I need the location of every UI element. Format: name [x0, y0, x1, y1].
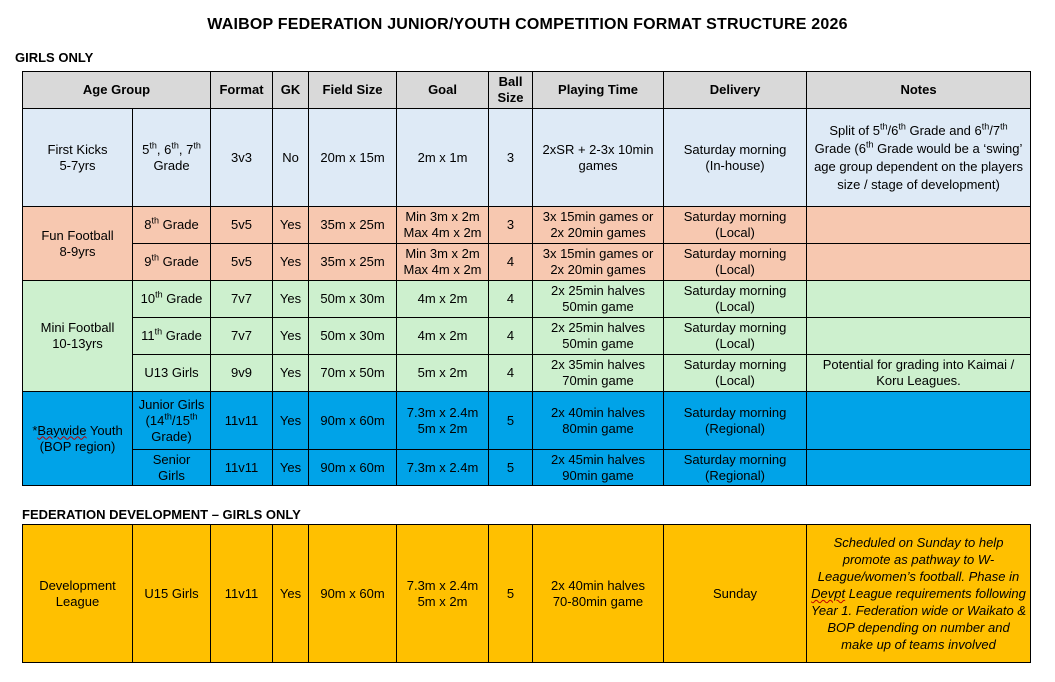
gk-cell: Yes	[273, 207, 309, 244]
section-heading-girls-only: GIRLS ONLY	[15, 50, 94, 65]
age-group-baywide-youth	[23, 392, 133, 486]
grade-number: 7	[186, 141, 194, 157]
gk-cell: Yes	[273, 244, 309, 281]
delivery-cell	[664, 109, 807, 207]
gk-cell: Yes	[273, 281, 309, 318]
age-range-label: 8-9yrs	[59, 243, 96, 259]
goal-cell: 4m x 2m	[397, 318, 489, 355]
notes-cell	[807, 450, 1031, 486]
notes-cell	[807, 392, 1031, 450]
delivery-level: (Local)	[715, 262, 755, 277]
league-label: League	[55, 593, 100, 609]
delivery-cell	[664, 281, 807, 318]
format-cell: 11v11	[211, 450, 273, 486]
format-cell: 5v5	[211, 207, 273, 244]
header-gk: GK	[273, 72, 309, 109]
header-notes: Notes	[807, 72, 1031, 109]
time-line: 50min game	[562, 299, 634, 314]
header-ball-size	[489, 72, 533, 109]
grade-word: Grade	[153, 157, 190, 173]
grade-word: Grade)	[151, 428, 192, 444]
delivery-cell	[664, 450, 807, 486]
field-size-cell: 50m x 30m	[309, 281, 397, 318]
ordinal-suffix: th	[171, 140, 179, 151]
time-line: 2x 25min halves	[551, 320, 645, 335]
grade-cell	[133, 450, 211, 486]
league-label: Development	[39, 577, 116, 593]
field-size-cell: 70m x 50m	[309, 355, 397, 392]
time-line: 2x 40min halves	[551, 577, 645, 593]
format-cell: 7v7	[211, 281, 273, 318]
ordinal-suffix: th	[981, 121, 990, 132]
ordinal-suffix: th	[193, 140, 201, 151]
header-ball-line1: Ball	[498, 74, 523, 89]
grade-word: Junior Girls	[138, 396, 205, 412]
notes-cell	[807, 244, 1031, 281]
field-size-cell: 20m x 15m	[309, 109, 397, 207]
notes-text: Scheduled on Sunday to help promote as pathway to W-League/women’s football. Phase in	[817, 535, 1020, 584]
table-row-junior-girls	[23, 392, 1031, 450]
format-cell: 7v7	[211, 318, 273, 355]
notes-cell	[807, 318, 1031, 355]
delivery-day: Saturday morning	[683, 320, 787, 335]
age-group-label: First Kicks	[47, 141, 108, 157]
goal-cell: 7.3m x 2.4m	[397, 450, 489, 486]
ordinal-suffix: th	[1000, 121, 1008, 132]
notes-cell	[807, 207, 1031, 244]
grade-number: 5	[142, 141, 150, 157]
ball-size-cell: 3	[489, 207, 533, 244]
ordinal-suffix: th	[189, 411, 198, 422]
grade-word: Grade	[162, 291, 203, 306]
goal-size: 5m x 2m	[417, 420, 468, 436]
playing-time-cell	[533, 450, 664, 486]
header-age-group: Age Group	[23, 72, 211, 109]
grade-number: /15	[171, 412, 190, 428]
field-size-cell: 90m x 60m	[309, 525, 397, 663]
delivery-level: (Local)	[715, 299, 755, 314]
delivery-day: Saturday morning	[683, 246, 787, 261]
time-line: 90min game	[562, 467, 634, 483]
table-row-first-kicks	[23, 109, 1031, 207]
grade-cell	[133, 244, 211, 281]
grade-cell	[133, 318, 211, 355]
gk-cell: Yes	[273, 525, 309, 663]
ball-size-cell: 3	[489, 109, 533, 207]
age-group-mini-football	[23, 281, 133, 392]
header-field-size: Field Size	[309, 72, 397, 109]
delivery-cell	[664, 318, 807, 355]
goal-cell	[397, 392, 489, 450]
ball-size-cell: 4	[489, 244, 533, 281]
table-row-development-league	[23, 525, 1031, 663]
grade-cell	[133, 392, 211, 450]
goal-size: 5m x 2m	[417, 593, 468, 609]
delivery-cell: Sunday	[664, 525, 807, 663]
delivery-level: (In-house)	[705, 157, 765, 173]
field-size-cell: 35m x 25m	[309, 244, 397, 281]
delivery-level: (Regional)	[705, 420, 765, 436]
ordinal-suffix: th	[155, 289, 163, 300]
gk-cell: Yes	[273, 355, 309, 392]
table-row-8th-grade	[23, 207, 1031, 244]
grade-number: 6	[164, 141, 172, 157]
grade-number: 10	[140, 291, 156, 306]
development-table	[22, 524, 1031, 663]
goal-cell: 5m x 2m	[397, 355, 489, 392]
age-group-label: Fun Football	[41, 227, 114, 243]
age-group-label: Youth	[86, 422, 123, 438]
table-row-11th-grade	[23, 318, 1031, 355]
header-goal: Goal	[397, 72, 489, 109]
format-cell: 11v11	[211, 525, 273, 663]
notes-text: Devpt	[811, 586, 846, 601]
time-line: 3x 15min games or	[542, 246, 654, 261]
ordinal-suffix: th	[151, 215, 159, 226]
league-cell	[23, 525, 133, 663]
ordinal-suffix: th	[879, 121, 888, 132]
grade-cell: U13 Girls	[133, 355, 211, 392]
time-line: 2x 20min games	[550, 262, 646, 277]
notes-text: Grade (6	[814, 140, 866, 156]
ordinal-suffix: th	[865, 139, 874, 150]
table-row-9th-grade	[23, 244, 1031, 281]
goal-size: 7.3m x 2.4m	[406, 404, 479, 420]
format-cell: 9v9	[211, 355, 273, 392]
notes-cell	[807, 525, 1031, 663]
ordinal-suffix: th	[149, 140, 157, 151]
field-size-cell: 90m x 60m	[309, 450, 397, 486]
field-size-cell: 50m x 30m	[309, 318, 397, 355]
delivery-cell	[664, 355, 807, 392]
age-group-first-kicks	[23, 109, 133, 207]
notes-text: Split of 5	[829, 122, 880, 138]
grade-cell	[133, 281, 211, 318]
goal-cell: 4m x 2m	[397, 281, 489, 318]
goal-max: Max 4m x 2m	[403, 225, 482, 240]
time-line: 2x 20min games	[550, 225, 646, 240]
age-group-label: Baywide	[37, 422, 87, 438]
delivery-level: (Local)	[715, 336, 755, 351]
ordinal-suffix: th	[154, 326, 163, 337]
delivery-cell	[664, 392, 807, 450]
age-range-label: 10-13yrs	[52, 336, 103, 351]
time-line: 70min game	[562, 373, 634, 388]
field-size-cell: 90m x 60m	[309, 392, 397, 450]
playing-time-cell	[533, 318, 664, 355]
delivery-level: (Local)	[715, 225, 755, 240]
goal-max: Max 4m x 2m	[403, 262, 482, 277]
header-format: Format	[211, 72, 273, 109]
table-row-u13-girls	[23, 355, 1031, 392]
gk-cell: Yes	[273, 450, 309, 486]
grade-number: 8	[144, 217, 152, 232]
delivery-cell	[664, 207, 807, 244]
goal-cell	[397, 525, 489, 663]
notes-cell: Potential for grading into Kaimai / Koru Leagues.	[807, 355, 1031, 392]
ball-size-cell: 4	[489, 355, 533, 392]
ball-size-cell: 5	[489, 525, 533, 663]
playing-time-cell	[533, 207, 664, 244]
delivery-level: (Local)	[715, 373, 755, 388]
notes-cell	[807, 109, 1031, 207]
time-line: 3x 15min games or	[542, 209, 654, 224]
grade-cell	[133, 207, 211, 244]
time-line: 2x 35min halves	[551, 357, 645, 372]
age-range-label: (BOP region)	[39, 438, 116, 454]
grade-cell: U15 Girls	[133, 525, 211, 663]
time-line: 2x 40min halves	[551, 404, 645, 420]
format-cell: 5v5	[211, 244, 273, 281]
notes-cell	[807, 281, 1031, 318]
grade-word: Grade	[159, 217, 199, 232]
gk-cell: No	[273, 109, 309, 207]
ordinal-suffix: th	[164, 411, 172, 422]
ordinal-suffix: th	[898, 121, 906, 132]
notes-text: /7	[989, 122, 1001, 138]
table-row-senior-girls	[23, 450, 1031, 486]
grade-word: Senior	[152, 451, 191, 467]
grade-number: 9	[144, 254, 152, 269]
delivery-day: Saturday morning	[683, 283, 787, 298]
delivery-day: Saturday morning	[683, 357, 787, 372]
header-delivery: Delivery	[664, 72, 807, 109]
playing-time-cell	[533, 244, 664, 281]
time-line: 2x 25min halves	[551, 283, 645, 298]
ordinal-suffix: th	[151, 252, 159, 263]
header-row	[23, 72, 1031, 109]
playing-time-cell: 2xSR + 2-3x 10min games	[533, 109, 664, 207]
age-group-fun-football	[23, 207, 133, 281]
ball-size-cell: 4	[489, 281, 533, 318]
time-line: 50min game	[562, 336, 634, 351]
delivery-day: Saturday morning	[683, 209, 787, 224]
time-line: 2x 45min halves	[551, 451, 645, 467]
delivery-day: Saturday morning	[683, 451, 787, 467]
playing-time-cell	[533, 392, 664, 450]
notes-text: Grade would be a ‘swing’ age group dependent on the players size / stage of development)	[814, 140, 1023, 192]
time-line: 70-80min game	[552, 593, 644, 609]
ball-size-cell: 5	[489, 392, 533, 450]
delivery-day: Saturday morning	[683, 141, 787, 157]
grade-number: 11	[141, 328, 155, 343]
asterisk: *	[32, 422, 38, 438]
page-title: WAIBOP FEDERATION JUNIOR/YOUTH COMPETITION FORMAT STRUCTURE 2026	[207, 16, 848, 33]
age-group-label: Mini Football	[40, 320, 115, 335]
format-cell: 11v11	[211, 392, 273, 450]
header-ball-line2: Size	[497, 90, 524, 105]
grade-cell: 5th, 6th, 7th Grade	[133, 109, 211, 207]
gk-cell: Yes	[273, 392, 309, 450]
grade-number: (14	[145, 412, 165, 428]
table-row-10th-grade	[23, 281, 1031, 318]
format-cell: 3v3	[211, 109, 273, 207]
notes-text: League requirements following Year 1. Federation wide or Waikato & BOP depending on number and make up of teams involved	[810, 586, 1027, 652]
girls-only-table	[22, 71, 1031, 486]
delivery-cell	[664, 244, 807, 281]
goal-size: 7.3m x 2.4m	[406, 577, 479, 593]
goal-cell	[397, 207, 489, 244]
age-range-label: 5-7yrs	[59, 157, 96, 173]
grade-word: Grade	[159, 254, 199, 269]
time-line: 80min game	[562, 420, 634, 436]
goal-cell: 2m x 1m	[397, 109, 489, 207]
gk-cell: Yes	[273, 318, 309, 355]
goal-cell	[397, 244, 489, 281]
goal-min: Min 3m x 2m	[405, 209, 480, 224]
delivery-level: (Regional)	[705, 467, 765, 483]
field-size-cell: 35m x 25m	[309, 207, 397, 244]
playing-time-cell	[533, 525, 664, 663]
grade-word: Girls	[158, 467, 185, 483]
ball-size-cell: 5	[489, 450, 533, 486]
playing-time-cell	[533, 281, 664, 318]
header-playing-time: Playing Time	[533, 72, 664, 109]
playing-time-cell	[533, 355, 664, 392]
grade-word: Grade	[162, 328, 202, 343]
notes-text: Grade and 6	[905, 122, 982, 138]
delivery-day: Saturday morning	[683, 404, 787, 420]
ball-size-cell: 4	[489, 318, 533, 355]
goal-min: Min 3m x 2m	[405, 246, 480, 261]
section-heading-federation-development: FEDERATION DEVELOPMENT – GIRLS ONLY	[22, 507, 301, 522]
notes-text: /6	[887, 122, 899, 138]
